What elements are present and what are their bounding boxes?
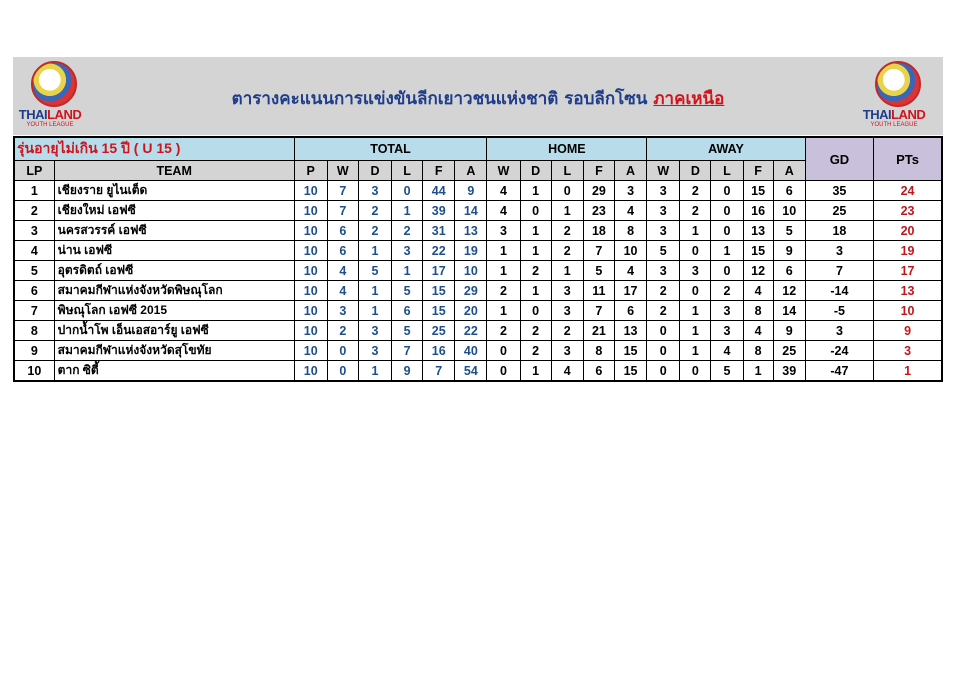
cell-d: 5: [358, 261, 391, 281]
cell-ad: 1: [680, 341, 711, 361]
cell-hf: 5: [583, 261, 614, 281]
cell-lp: 2: [14, 201, 54, 221]
cell-hl: 3: [551, 301, 583, 321]
cell-l: 5: [392, 321, 423, 341]
cell-hl: 3: [551, 281, 583, 301]
cell-hd: 1: [520, 241, 551, 261]
cell-team: นครสวรรค์ เอฟซี: [54, 221, 294, 241]
cell-ha: 4: [614, 201, 646, 221]
cell-hw: 1: [487, 301, 520, 321]
cell-af: 16: [743, 201, 773, 221]
col-l: L: [392, 161, 423, 181]
cell-ha: 15: [614, 341, 646, 361]
cell-hf: 18: [583, 221, 614, 241]
cell-pts: 20: [874, 221, 942, 241]
table-row: [14, 281, 942, 301]
cell-p: 10: [294, 201, 327, 221]
gd-header: GD: [805, 137, 873, 181]
cell-aw: 0: [647, 361, 680, 382]
cell-a: 29: [455, 281, 487, 301]
cell-hw: 0: [487, 341, 520, 361]
cell-aw: 0: [647, 341, 680, 361]
cell-hw: 1: [487, 241, 520, 261]
cell-p: 10: [294, 361, 327, 382]
cell-hw: 0: [487, 361, 520, 382]
col-away-f: F: [743, 161, 773, 181]
cell-team: เชียงราย ยูไนเต็ด: [54, 181, 294, 201]
cell-d: 1: [358, 301, 391, 321]
cell-hl: 2: [551, 221, 583, 241]
cell-ad: 0: [680, 241, 711, 261]
cell-hl: 2: [551, 321, 583, 341]
cell-hl: 2: [551, 241, 583, 261]
cell-team: เชียงใหม่ เอฟซี: [54, 201, 294, 221]
col-w: W: [327, 161, 358, 181]
cell-a: 13: [455, 221, 487, 241]
cell-pts: 17: [874, 261, 942, 281]
cell-p: 10: [294, 321, 327, 341]
cell-aa: 10: [773, 201, 805, 221]
cell-aa: 39: [773, 361, 805, 382]
col-away-l: L: [711, 161, 743, 181]
cell-ha: 8: [614, 221, 646, 241]
away-header: AWAY: [647, 137, 806, 161]
cell-aw: 3: [647, 201, 680, 221]
cell-af: 1: [743, 361, 773, 382]
cell-lp: 5: [14, 261, 54, 281]
cell-w: 4: [327, 281, 358, 301]
cell-l: 1: [392, 201, 423, 221]
cell-gd: 3: [805, 241, 873, 261]
cell-hw: 4: [487, 201, 520, 221]
cell-ad: 0: [680, 361, 711, 382]
cell-ha: 4: [614, 261, 646, 281]
cell-af: 15: [743, 241, 773, 261]
cell-gd: -14: [805, 281, 873, 301]
cell-aa: 9: [773, 241, 805, 261]
cell-aa: 9: [773, 321, 805, 341]
cell-f: 25: [423, 321, 455, 341]
cell-hf: 21: [583, 321, 614, 341]
cell-ad: 1: [680, 321, 711, 341]
col-f: F: [423, 161, 455, 181]
cell-hl: 1: [551, 261, 583, 281]
col-a: A: [455, 161, 487, 181]
cell-p: 10: [294, 241, 327, 261]
cell-lp: 3: [14, 221, 54, 241]
cell-team: สมาคมกีฬาแห่งจังหวัดพิษณุโลก: [54, 281, 294, 301]
col-away-d: D: [680, 161, 711, 181]
cell-team: ตาก ซิตี้: [54, 361, 294, 382]
cell-f: 16: [423, 341, 455, 361]
cell-aw: 3: [647, 261, 680, 281]
cell-al: 2: [711, 281, 743, 301]
cell-l: 9: [392, 361, 423, 382]
cell-lp: 6: [14, 281, 54, 301]
cell-p: 10: [294, 221, 327, 241]
cell-hl: 4: [551, 361, 583, 382]
cell-a: 40: [455, 341, 487, 361]
cell-team: ปากน้ำโพ เอ็นเอสอาร์ยู เอฟซี: [54, 321, 294, 341]
cell-ad: 3: [680, 261, 711, 281]
cell-w: 0: [327, 341, 358, 361]
cell-gd: 3: [805, 321, 873, 341]
cell-f: 44: [423, 181, 455, 201]
cell-team: สมาคมกีฬาแห่งจังหวัดสุโขทัย: [54, 341, 294, 361]
standings-table: [13, 136, 943, 382]
cell-w: 3: [327, 301, 358, 321]
cell-hd: 1: [520, 281, 551, 301]
cell-p: 10: [294, 341, 327, 361]
cell-al: 0: [711, 181, 743, 201]
cell-af: 4: [743, 281, 773, 301]
cell-d: 3: [358, 181, 391, 201]
cell-f: 39: [423, 201, 455, 221]
cell-ha: 17: [614, 281, 646, 301]
cell-lp: 8: [14, 321, 54, 341]
cell-al: 0: [711, 221, 743, 241]
cell-a: 14: [455, 201, 487, 221]
cell-p: 10: [294, 301, 327, 321]
cell-a: 54: [455, 361, 487, 382]
cell-lp: 4: [14, 241, 54, 261]
cell-ha: 6: [614, 301, 646, 321]
page-title: ตารางคะแนนการแข่งขันลีกเยาวชนแห่งชาติ รอบลีกโซน ภาคเหนือ: [231, 89, 725, 109]
cell-a: 19: [455, 241, 487, 261]
cell-aw: 2: [647, 301, 680, 321]
cell-hl: 3: [551, 341, 583, 361]
football-icon: [875, 61, 921, 107]
table-row: [14, 241, 942, 261]
cell-aa: 25: [773, 341, 805, 361]
cell-hf: 11: [583, 281, 614, 301]
cell-hd: 2: [520, 321, 551, 341]
cell-l: 6: [392, 301, 423, 321]
cell-af: 13: [743, 221, 773, 241]
cell-hd: 1: [520, 221, 551, 241]
cell-hw: 2: [487, 321, 520, 341]
cell-ad: 0: [680, 281, 711, 301]
cell-ad: 1: [680, 221, 711, 241]
col-home-f: F: [583, 161, 614, 181]
cell-f: 15: [423, 301, 455, 321]
cell-ad: 2: [680, 181, 711, 201]
cell-hd: 0: [520, 301, 551, 321]
cell-w: 6: [327, 221, 358, 241]
cell-hw: 2: [487, 281, 520, 301]
cell-p: 10: [294, 281, 327, 301]
cell-gd: -47: [805, 361, 873, 382]
cell-gd: 25: [805, 201, 873, 221]
cell-pts: 24: [874, 181, 942, 201]
cell-gd: 18: [805, 221, 873, 241]
cell-pts: 23: [874, 201, 942, 221]
cell-al: 5: [711, 361, 743, 382]
cell-hf: 7: [583, 301, 614, 321]
cell-aw: 2: [647, 281, 680, 301]
cell-pts: 13: [874, 281, 942, 301]
cell-team: พิษณุโลก เอฟซี 2015: [54, 301, 294, 321]
cell-hf: 7: [583, 241, 614, 261]
cell-aw: 5: [647, 241, 680, 261]
logo-subtitle: YOUTH LEAGUE: [26, 122, 74, 128]
cell-l: 0: [392, 181, 423, 201]
pts-header: PTs: [874, 137, 942, 181]
cell-pts: 1: [874, 361, 942, 382]
cell-team: น่าน เอฟซี: [54, 241, 294, 261]
cell-ha: 3: [614, 181, 646, 201]
cell-lp: 1: [14, 181, 54, 201]
cell-al: 3: [711, 321, 743, 341]
cell-aw: 0: [647, 321, 680, 341]
cell-al: 1: [711, 241, 743, 261]
logo-wordmark: THAILAND: [862, 107, 926, 122]
cell-al: 4: [711, 341, 743, 361]
cell-hw: 3: [487, 221, 520, 241]
col-home-a: A: [614, 161, 646, 181]
cell-af: 8: [743, 341, 773, 361]
cell-af: 12: [743, 261, 773, 281]
col-lp: LP: [14, 161, 54, 181]
cell-d: 3: [358, 321, 391, 341]
cell-gd: -5: [805, 301, 873, 321]
cell-hl: 0: [551, 181, 583, 201]
cell-d: 2: [358, 201, 391, 221]
logo-subtitle: YOUTH LEAGUE: [870, 122, 918, 128]
table-row: [14, 361, 942, 382]
cell-a: 20: [455, 301, 487, 321]
cell-hd: 1: [520, 181, 551, 201]
cell-aa: 6: [773, 261, 805, 281]
cell-af: 4: [743, 321, 773, 341]
col-p: P: [294, 161, 327, 181]
cell-d: 3: [358, 341, 391, 361]
cell-hf: 29: [583, 181, 614, 201]
cell-l: 2: [392, 221, 423, 241]
cell-pts: 10: [874, 301, 942, 321]
age-group-label: รุ่นอายุไม่เกิน 15 ปี ( U 15 ): [14, 137, 294, 161]
cell-ha: 13: [614, 321, 646, 341]
cell-al: 0: [711, 261, 743, 281]
cell-al: 0: [711, 201, 743, 221]
cell-hd: 0: [520, 201, 551, 221]
cell-p: 10: [294, 261, 327, 281]
cell-aw: 3: [647, 181, 680, 201]
cell-a: 9: [455, 181, 487, 201]
table-row: [14, 221, 942, 241]
total-header: TOTAL: [294, 137, 487, 161]
cell-l: 5: [392, 281, 423, 301]
cell-aa: 5: [773, 221, 805, 241]
cell-af: 8: [743, 301, 773, 321]
table-row: [14, 341, 942, 361]
cell-w: 7: [327, 181, 358, 201]
cell-pts: 9: [874, 321, 942, 341]
cell-l: 1: [392, 261, 423, 281]
cell-pts: 19: [874, 241, 942, 261]
cell-hw: 4: [487, 181, 520, 201]
table-row: [14, 301, 942, 321]
cell-d: 1: [358, 361, 391, 382]
cell-aa: 12: [773, 281, 805, 301]
cell-hf: 23: [583, 201, 614, 221]
logo-wordmark: THAILAND: [18, 107, 82, 122]
thailand-youth-league-logo-right: [861, 59, 927, 131]
cell-al: 3: [711, 301, 743, 321]
cell-ha: 15: [614, 361, 646, 382]
col-d: D: [358, 161, 391, 181]
home-header: HOME: [487, 137, 647, 161]
cell-ha: 10: [614, 241, 646, 261]
cell-f: 31: [423, 221, 455, 241]
col-home-l: L: [551, 161, 583, 181]
cell-lp: 10: [14, 361, 54, 382]
cell-ad: 2: [680, 201, 711, 221]
cell-gd: 7: [805, 261, 873, 281]
cell-l: 7: [392, 341, 423, 361]
table-row: [14, 321, 942, 341]
cell-hd: 2: [520, 261, 551, 281]
cell-aa: 14: [773, 301, 805, 321]
cell-f: 22: [423, 241, 455, 261]
cell-lp: 9: [14, 341, 54, 361]
cell-w: 4: [327, 261, 358, 281]
cell-p: 10: [294, 181, 327, 201]
cell-hl: 1: [551, 201, 583, 221]
cell-f: 7: [423, 361, 455, 382]
cell-w: 7: [327, 201, 358, 221]
cell-af: 15: [743, 181, 773, 201]
cell-hw: 1: [487, 261, 520, 281]
cell-d: 1: [358, 281, 391, 301]
cell-hf: 8: [583, 341, 614, 361]
cell-d: 2: [358, 221, 391, 241]
cell-w: 2: [327, 321, 358, 341]
cell-pts: 3: [874, 341, 942, 361]
col-home-w: W: [487, 161, 520, 181]
col-home-d: D: [520, 161, 551, 181]
col-away-w: W: [647, 161, 680, 181]
cell-gd: -24: [805, 341, 873, 361]
cell-w: 6: [327, 241, 358, 261]
cell-gd: 35: [805, 181, 873, 201]
cell-hd: 2: [520, 341, 551, 361]
region-label: ภาคเหนือ: [653, 89, 725, 109]
cell-hd: 1: [520, 361, 551, 382]
cell-aw: 3: [647, 221, 680, 241]
cell-team: อุตรดิตถ์ เอฟซี: [54, 261, 294, 281]
cell-aa: 6: [773, 181, 805, 201]
cell-a: 22: [455, 321, 487, 341]
col-away-a: A: [773, 161, 805, 181]
cell-f: 17: [423, 261, 455, 281]
table-row: [14, 181, 942, 201]
cell-lp: 7: [14, 301, 54, 321]
cell-f: 15: [423, 281, 455, 301]
col-team: TEAM: [54, 161, 294, 181]
table-row: [14, 261, 942, 281]
header-banner: [13, 57, 943, 135]
cell-l: 3: [392, 241, 423, 261]
cell-a: 10: [455, 261, 487, 281]
cell-ad: 1: [680, 301, 711, 321]
table-row: [14, 201, 942, 221]
cell-hf: 6: [583, 361, 614, 382]
cell-d: 1: [358, 241, 391, 261]
cell-w: 0: [327, 361, 358, 382]
